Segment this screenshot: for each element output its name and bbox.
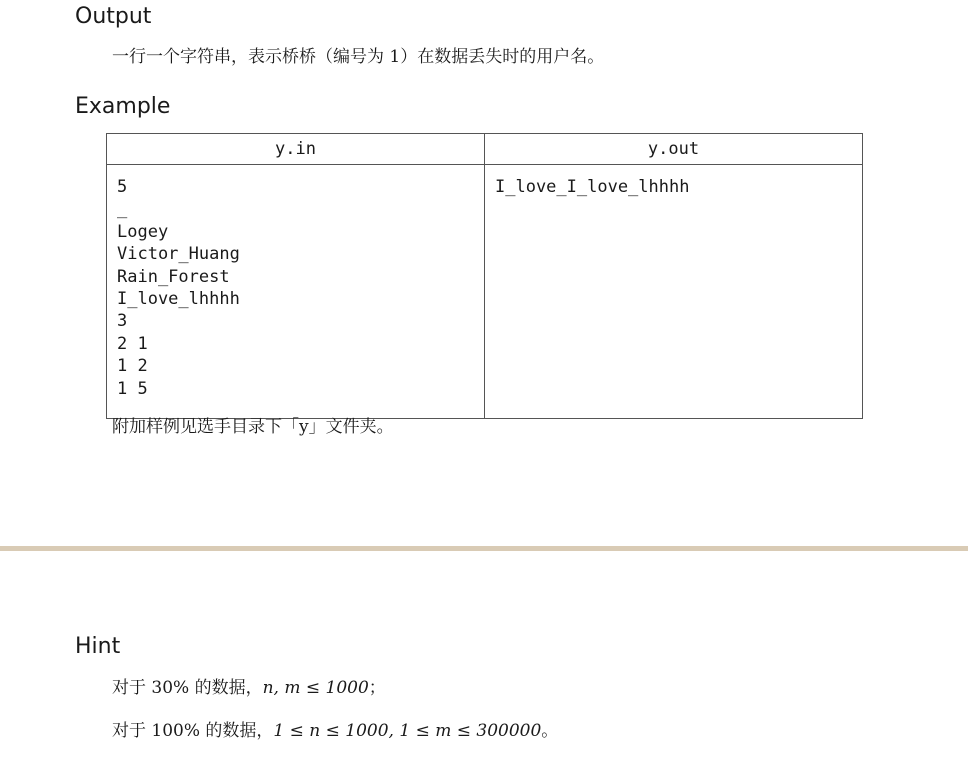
example-note: 附加样例见选手目录下「y」文件夹。 [112, 417, 394, 437]
output-file-header: y.out [485, 134, 863, 165]
hint-line-30-percent [112, 680, 386, 697]
example-table [106, 133, 863, 419]
output-cell [485, 165, 863, 419]
page-divider [0, 546, 968, 551]
hint-line1-prefix: 对于 30% 的数据， [112, 678, 263, 698]
example-table-row [107, 165, 863, 419]
hint-line1-suffix: ； [368, 678, 386, 698]
hint-heading: Hint [75, 634, 121, 659]
hint-line2-prefix: 对于 100% 的数据， [112, 721, 274, 741]
example-table-header-row [107, 134, 863, 165]
output-description: 一行一个字符串，表示桥桥（编号为 1）在数据丢失时的用户名。 [112, 47, 605, 67]
hint-line2-math: 1 ≤ n ≤ 1000, 1 ≤ m ≤ 300000 [273, 721, 542, 741]
hint-line-100-percent [112, 723, 558, 740]
hint-line1-math: n, m ≤ 1000 [262, 678, 369, 698]
output-heading: Output [75, 4, 152, 29]
example-heading: Example [75, 94, 171, 119]
input-file-header: y.in [107, 134, 485, 165]
hint-line2-suffix: 。 [541, 721, 559, 741]
input-cell [107, 165, 485, 419]
sample-output: I_love_I_love_lhhhh [495, 177, 690, 197]
sample-input: 5 _ Logey Victor_Huang Rain_Forest I_love_lhhhh 3 2 1 1 2 1 5 [117, 177, 240, 399]
